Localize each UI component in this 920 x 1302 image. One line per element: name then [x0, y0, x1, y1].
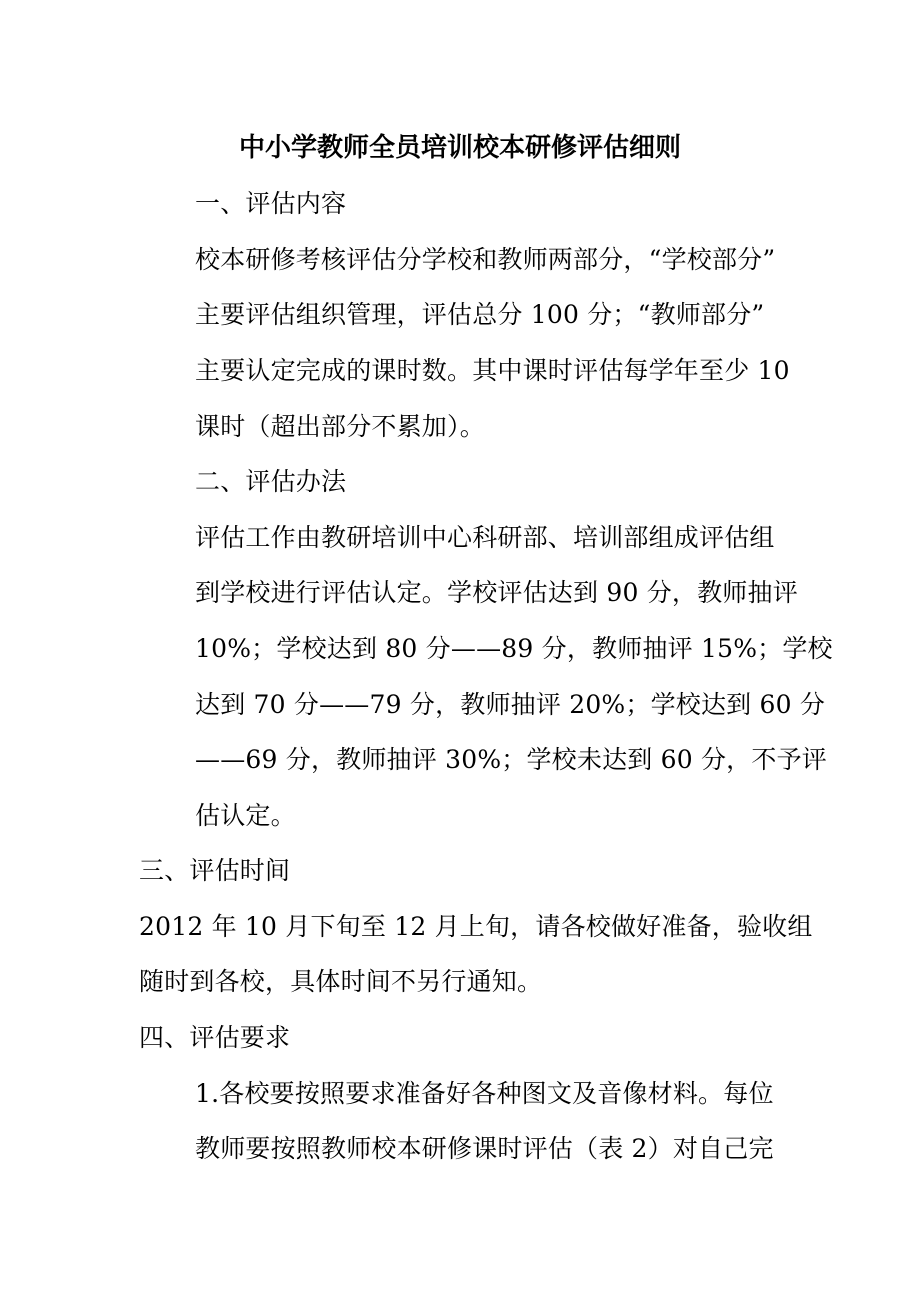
paragraph-line: 校本研修考核评估分学校和教师两部分，“学校部分” — [195, 245, 776, 274]
paragraph-line: 教师要按照教师校本研修课时评估（表 2）对自己完 — [195, 1134, 774, 1163]
paragraph-line: 课时（超出部分不累加）。 — [195, 412, 485, 441]
paragraph-line: 估认定。 — [195, 801, 296, 830]
paragraph-line: 随时到各校，具体时间不另行通知。 — [139, 967, 543, 996]
paragraph-line: 主要认定完成的课时数。其中课时评估每学年至少 10 — [195, 356, 790, 385]
section-heading-method: 二、评估办法 — [195, 467, 347, 496]
paragraph-line: 评估工作由教研培训中心科研部、培训部组成评估组 — [195, 523, 775, 552]
paragraph-line: 主要评估组织管理，评估总分 100 分；“教师部分” — [195, 300, 765, 329]
section-heading-time: 三、评估时间 — [139, 856, 291, 885]
paragraph-line: 到学校进行评估认定。学校评估达到 90 分，教师抽评 — [195, 578, 798, 607]
paragraph-line: ——69 分，教师抽评 30%；学校未达到 60 分，不予评 — [195, 745, 827, 774]
paragraph-line: 10%；学校达到 80 分——89 分，教师抽评 15%；学校 — [195, 634, 833, 663]
paragraph-line: 达到 70 分——79 分，教师抽评 20%；学校达到 60 分 — [195, 690, 826, 719]
section-heading-content: 一、评估内容 — [195, 189, 347, 218]
section-heading-requirements: 四、评估要求 — [139, 1023, 291, 1052]
paragraph-line: 2012 年 10 月下旬至 12 月上旬，请各校做好准备，验收组 — [139, 912, 813, 941]
paragraph-line: 1.各校要按照要求准备好各种图文及音像材料。每位 — [195, 1079, 774, 1108]
document-title: 中小学教师全员培训校本研修评估细则 — [238, 133, 681, 163]
